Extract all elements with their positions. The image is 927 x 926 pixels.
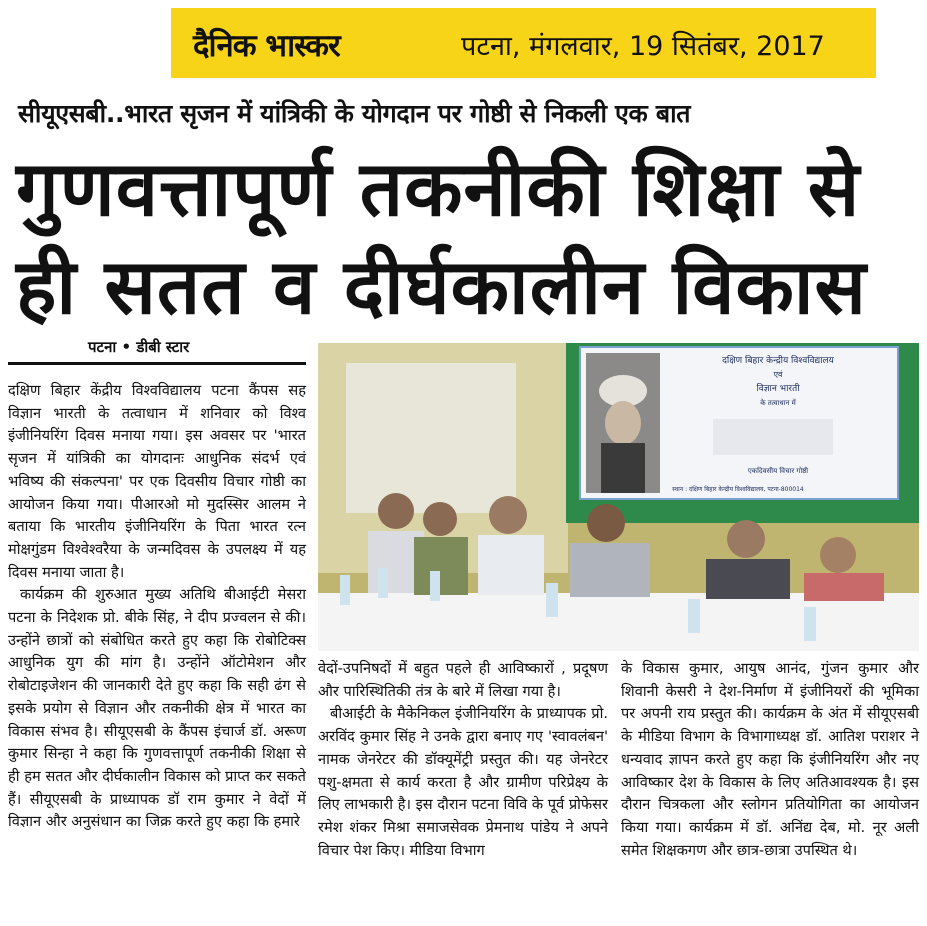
article-column-1 (8, 380, 306, 834)
paragraph: के विकास कुमार, आयुष आनंद, गुंजन कुमार और शिवानी केसरी ने देश-निर्माण में इंजीनियरों की भूमिका पर अपनी राय प्रस्तुत की। कार्यक्रम के अंत में सीयूएसबी के मीडिया विभाग के विभागाध्यक्ष डॉ. आतिश पराशर ने धन्यवाद ज्ञापन करते हुए कहा कि इंजीनियरिंग और नए आविष्कार देश के विकास के लिए अतिआवश्यक है। इस दौरान चित्रकला और स्लोगन प्रतियोगिता का आयोजन किया गया। कार्यक्रम में डॉ. अनिंद्य देब, मो. नूर अली समेत शिक्षकगण और छात्र-छात्रा उपस्थित थे। (621, 660, 919, 859)
banner-line-3: विज्ञान भारती (756, 384, 800, 394)
main-headline (16, 140, 916, 336)
banner-line-2: एवं (773, 370, 783, 379)
byline-rule (8, 362, 306, 365)
banner-line-4: के तत्वाधान में (760, 399, 796, 407)
newspaper-logo: दैनिक भास्कर (193, 28, 340, 64)
dateline: पटना, मंगलवार, 19 सितंबर, 2017 (461, 31, 825, 62)
article-column-3 (621, 658, 919, 862)
event-photo (318, 343, 919, 651)
event-photo-illustration (318, 343, 919, 651)
masthead (171, 8, 876, 78)
headline-line-2: ही सतत व दीर्घकालीन विकास (16, 242, 867, 331)
kicker-headline: सीयूएसबी..भारत सृजन में यांत्रिकी के योगदान पर गोष्ठी से निकली एक बात (18, 99, 691, 128)
banner-footer: स्थान : दक्षिण बिहार केन्द्रीय विश्वविद्यालय, पटना-800014 (672, 486, 804, 493)
paragraph: वेदों-उपनिषदों में बहुत पहले ही आविष्कारों , प्रदूषण और पारिस्थितिकी तंत्र के बारे में लिखा गया है। (318, 660, 608, 700)
article-column-2 (318, 658, 608, 862)
headline-line-1: गुणवत्तापूर्ण तकनीकी शिक्षा से (16, 144, 861, 233)
byline: पटना • डीबी स्टार (88, 338, 190, 356)
paragraph: बीआईटी के मैकेनिकल इंजीनियरिंग के प्राध्यापक प्रो. अरविंद कुमार सिंह ने उनके द्वारा बनाए गए 'स्वावलंबन' नामक जेनरेटर की डॉक्यूमेंट्री प्रस्तुत की। यह जेनरेटर पशु-क्षमता से कार्य करता है और ग्रामीण परिप्रेक्ष्य के लिए लाभकारी है। इस दौरान पटना विवि के पूर्व प्रोफेसर रमेश शंकर मिश्रा समाजसेवक प्रेमनाथ पांडेय ने अपने विचार पेश किए। मीडिया विभाग (318, 705, 608, 859)
paragraph: कार्यक्रम की शुरुआत मुख्य अतिथि बीआईटी मेसरा पटना के निदेशक प्रो. बीके सिंह, ने दीप प्रज्वलन से की। उन्होंने छात्रों को संबोधित करते हुए कहा कि रोबोटिक्स आधुनिक युग की मांग है। उन्होंने ऑटोमेशन और रोबोटाइजेशन की जानकारी देते हुए कहा कि सही ढंग से इसके प्रयोग से विज्ञान और तकनीकी क्षेत्र में भारत का विकास संभव है। सीयूएसबी के कैंपस इंचार्ज डॉ. अरूण कुमार सिन्हा ने कहा कि गुणवत्तापूर्ण तकनीकी शिक्षा से ही हम सतत और दीर्घकालीन विकास को प्राप्त कर सकते हैं। सीयूएसबी के प्राध्यापक डॉ राम कुमार ने वेदों में विज्ञान और अनुसंधान का जिक्र करते हुए कहा कि हमारे (8, 586, 306, 831)
banner-line-5: एकदिवसीय विचार गोष्ठी (747, 467, 809, 475)
paragraph: दक्षिण बिहार केंद्रीय विश्वविद्यालय पटना कैंपस सह विज्ञान भारती के तत्वाधान में शनिवार को विश्व इंजीनियरिंग दिवस मनाया गया। इस अवसर पर 'भारत सृजन में यांत्रिकी का योगदानः आधुनिक संदर्भ एवं भविष्य की संकल्पना' पर एक दिवसीय विचार गोष्ठी का आयोजन किया गया। पीआरओ मो मुदस्सिर आलम ने बताया कि भारतीय इंजीनियरिंग के पिता भारत रत्न मोक्षगुंडम विश्वेश्वरैया के जन्मदिवस के उपलक्ष्य में यह दिवस मनाया जाता है। (8, 382, 306, 581)
banner-line-1: दक्षिण बिहार केन्द्रीय विश्वविद्यालय (722, 356, 834, 366)
